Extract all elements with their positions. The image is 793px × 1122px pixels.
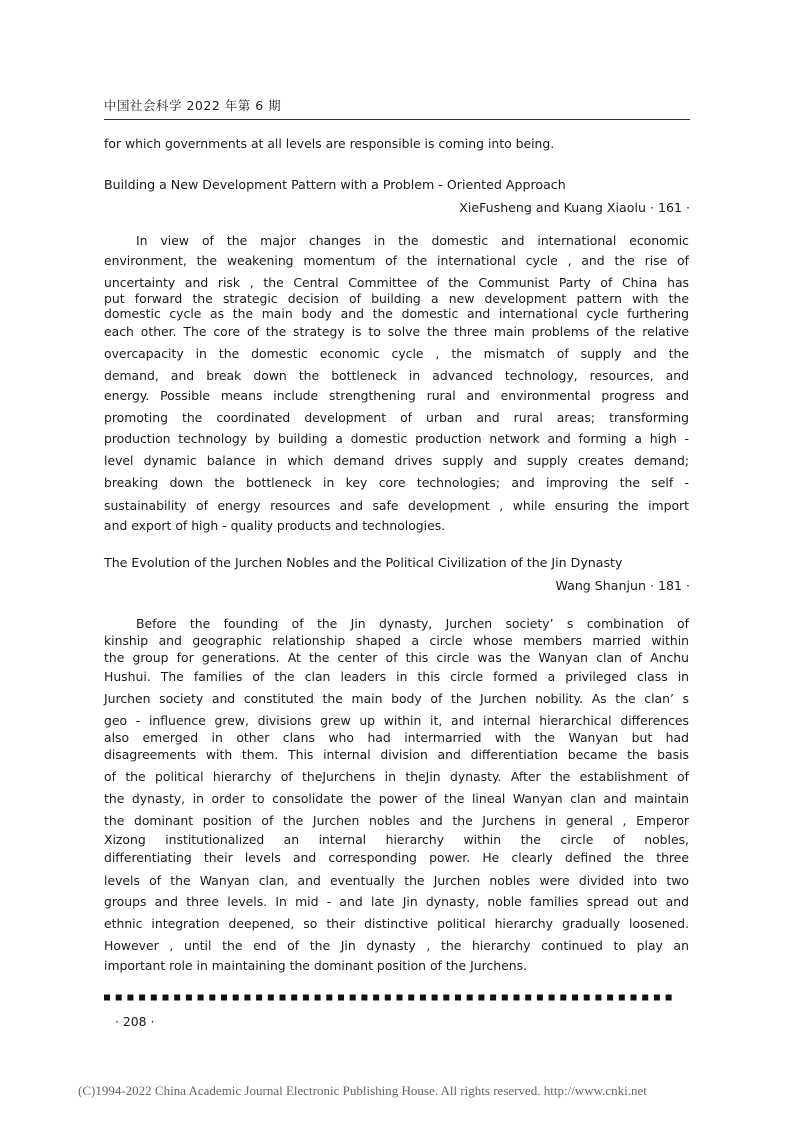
article-1-line: uncertainty and risk , the Central Committee of the Communist Party of China has bbox=[104, 275, 689, 290]
separator-dot bbox=[280, 995, 286, 1001]
separator-dot bbox=[385, 995, 391, 1001]
separator-dot bbox=[525, 995, 531, 1001]
separator-dot bbox=[619, 995, 625, 1001]
article-1-line: promoting the coordinated development of urban and rural areas; transforming bbox=[104, 410, 689, 425]
article-1-line: and export of high - quality products and technologies. bbox=[104, 518, 446, 533]
cnki-copyright-footer: (C)1994-2022 China Academic Journal Electronic Publishing House. All rights reserved. http://www.cnki.net bbox=[78, 1083, 647, 1098]
separator-dot bbox=[595, 995, 601, 1001]
article-1-line: each other. The core of the strategy is to solve the three main problems of the relative bbox=[104, 324, 689, 339]
article-1-line: put forward the strategic decision of building a new development pattern with the bbox=[104, 291, 689, 306]
separator-dot bbox=[151, 995, 157, 1001]
article-2-line: kinship and geographic relationship shaped a circle whose members married within bbox=[104, 633, 689, 648]
article-2-byline: Wang Shanjun · 181 · bbox=[555, 578, 690, 593]
article-2-line: differentiating their levels and corresponding power. He clearly defined the three bbox=[104, 850, 689, 865]
article-2-line: important role in maintaining the dominant position of the Jurchens. bbox=[104, 958, 527, 973]
article-1-line: breaking down the bottleneck in key core technologies; and improving the self - bbox=[104, 475, 689, 490]
separator-dot bbox=[467, 995, 473, 1001]
separator-dot bbox=[584, 995, 590, 1001]
separator-dot bbox=[291, 995, 297, 1001]
separator-dot bbox=[163, 995, 169, 1001]
article-1-line: energy. Possible means include strengthening rural and environmental progress and bbox=[104, 388, 689, 403]
article-2-line: the dominant position of the Jurchen nobles and the Jurchens in general , Emperor bbox=[104, 813, 689, 828]
separator-dot bbox=[268, 995, 274, 1001]
page-number: · 208 · bbox=[115, 1014, 155, 1029]
separator-dot bbox=[186, 995, 192, 1001]
article-2-line: geo - influence grew, divisions grew up within it, and internal hierarchical differences bbox=[104, 713, 689, 728]
separator-dot bbox=[572, 995, 578, 1001]
article-1-line: demand, and break down the bottleneck in advanced technology, resources, and bbox=[104, 368, 689, 383]
article-2-line: the group for generations. At the center of this circle was the Wanyan clan of Anchu bbox=[104, 650, 689, 665]
article-2-line: disagreements with them. This internal division and differentiation became the basis bbox=[104, 747, 689, 762]
separator-dot bbox=[373, 995, 379, 1001]
separator-dot bbox=[361, 995, 367, 1001]
separator-dot bbox=[420, 995, 426, 1001]
article-1-title: Building a New Development Pattern with a Problem - Oriented Approach bbox=[104, 177, 566, 192]
article-1-line: production technology by building a domestic production network and forming a high - bbox=[104, 431, 689, 446]
separator-dot bbox=[198, 995, 204, 1001]
separator-dot bbox=[221, 995, 227, 1001]
separator-dot bbox=[443, 995, 449, 1001]
article-1-line: environment, the weakening momentum of the international cycle , and the rise of bbox=[104, 253, 689, 268]
dotted-separator bbox=[104, 994, 684, 1001]
separator-dot bbox=[607, 995, 613, 1001]
separator-dot bbox=[455, 995, 461, 1001]
separator-dot bbox=[315, 995, 321, 1001]
article-2-line: groups and three levels. In mid - and late Jin dynasty, noble families spread out and bbox=[104, 894, 689, 909]
article-1-line: In view of the major changes in the domestic and international economic bbox=[136, 233, 689, 248]
article-2-line: of the political hierarchy of theJurchens in theJin dynasty. After the establishment of bbox=[104, 769, 689, 784]
separator-dot bbox=[139, 995, 145, 1001]
article-1-byline: XieFusheng and Kuang Xiaolu · 161 · bbox=[459, 200, 690, 215]
article-2-line: However , until the end of the Jin dynasty , the hierarchy continued to play an bbox=[104, 938, 689, 953]
separator-dot bbox=[233, 995, 239, 1001]
article-2-line: Jurchen society and constituted the main body of the Jurchen nobility. As the clan’ s bbox=[104, 691, 689, 706]
separator-dot bbox=[631, 995, 637, 1001]
separator-dot bbox=[338, 995, 344, 1001]
separator-dot bbox=[350, 995, 356, 1001]
separator-dot bbox=[537, 995, 543, 1001]
separator-dot bbox=[478, 995, 484, 1001]
continuation-text: for which governments at all levels are responsible is coming into being. bbox=[104, 136, 555, 151]
separator-dot bbox=[549, 995, 555, 1001]
article-2-title: The Evolution of the Jurchen Nobles and the Political Civilization of the Jin Dynasty bbox=[104, 555, 623, 570]
article-1-line: domestic cycle as the main body and the domestic and international cycle furthering bbox=[104, 306, 689, 321]
separator-dot bbox=[666, 995, 672, 1001]
separator-dot bbox=[209, 995, 215, 1001]
article-2-line: ethnic integration deepened, so their distinctive political hierarchy gradually loosened. bbox=[104, 916, 689, 931]
separator-dot bbox=[642, 995, 648, 1001]
separator-dot bbox=[490, 995, 496, 1001]
separator-dot bbox=[408, 995, 414, 1001]
separator-dot bbox=[502, 995, 508, 1001]
journal-header: 中国社会科学 2022 年第 6 期 bbox=[104, 98, 282, 113]
article-1-line: sustainability of energy resources and safe development , while ensuring the import bbox=[104, 498, 689, 513]
separator-dot bbox=[397, 995, 403, 1001]
header-rule bbox=[104, 119, 690, 120]
article-2-line: also emerged in other clans who had intermarried with the Wanyan but had bbox=[104, 730, 689, 745]
separator-dot bbox=[303, 995, 309, 1001]
separator-dot bbox=[244, 995, 250, 1001]
article-1-line: level dynamic balance in which demand drives supply and supply creates demand; bbox=[104, 453, 689, 468]
separator-dot bbox=[326, 995, 332, 1001]
separator-dot bbox=[127, 995, 133, 1001]
article-1-line: overcapacity in the domestic economic cycle , the mismatch of supply and the bbox=[104, 346, 689, 361]
article-2-line: Before the founding of the Jin dynasty, Jurchen society’ s combination of bbox=[136, 616, 689, 631]
article-2-line: Xizong institutionalized an internal hierarchy within the circle of nobles, bbox=[104, 832, 689, 847]
separator-dot bbox=[432, 995, 438, 1001]
article-2-line: Hushui. The families of the clan leaders in this circle formed a privileged class in bbox=[104, 669, 689, 684]
separator-dot bbox=[654, 995, 660, 1001]
separator-dot bbox=[104, 995, 110, 1001]
article-2-line: the dynasty, in order to consolidate the power of the lineal Wanyan clan and maintain bbox=[104, 791, 689, 806]
separator-dot bbox=[256, 995, 262, 1001]
separator-dot bbox=[514, 995, 520, 1001]
separator-dot bbox=[116, 995, 122, 1001]
separator-dot bbox=[560, 995, 566, 1001]
article-2-line: levels of the Wanyan clan, and eventually the Jurchen nobles were divided into two bbox=[104, 873, 689, 888]
separator-dot bbox=[174, 995, 180, 1001]
